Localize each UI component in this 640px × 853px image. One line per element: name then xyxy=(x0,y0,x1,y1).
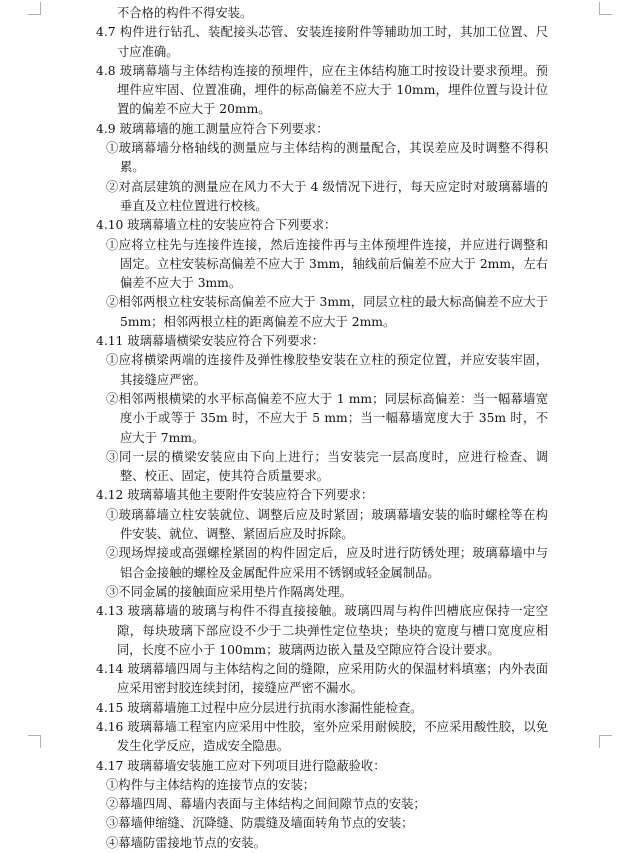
page-corner-mark xyxy=(599,735,612,748)
clause-4-7: 4.7 构件进行钻孔、装配接头芯管、安装连接附件等辅助加工时，其加工位置、尺寸应准确。 xyxy=(96,25,548,59)
clause-4-8: 4.8 玻璃幕墙与主体结构连接的预埋件，应在主体结构施工时按设计要求预埋。预埋件应牢固、位置准确，埋件的标高偏差不应大于 10mm，埋件位置与设计位置的偏差不应大于 20mm。 xyxy=(96,63,548,117)
page-corner-mark xyxy=(599,2,612,15)
page-corner-mark xyxy=(28,735,41,748)
clause-4-17: 4.17 玻璃幕墙安装施工应对下列项目进行隐蔽验收： xyxy=(96,758,386,773)
clause-4-11-item-2: ②相邻两根横梁的水平标高偏差不应大于 1 mm；同层标高偏差：当一幅幕墙宽度小于或等于 35m 时，不应大于 5 mm；当一幅幕墙宽度大于 35m 时，不应大于 7mm。 xyxy=(106,391,548,445)
clause-4-12: 4.12 玻璃幕墙其他主要附件安装应符合下列要求： xyxy=(96,488,374,503)
clause-4-10-item-1: ①应将立柱先与连接件连接，然后连接件再与主体预埋件连接，并应进行调整和固定。立柱安装标高偏差不应大于 3mm，轴线前后偏差不应大于 2mm，左右偏差不应大于 3mm。 xyxy=(106,237,548,291)
clause-4-11-item-1: ①应将横梁两端的连接件及弹性橡胶垫安装在立柱的预定位置，并应安装牢固，其接缝应严密。 xyxy=(106,353,548,387)
clause-4-9: 4.9 玻璃幕墙的施工测量应符合下列要求： xyxy=(96,121,329,136)
page-corner-mark xyxy=(28,2,41,15)
clause-4-15: 4.15 玻璃幕墙施工过程中应分层进行抗雨水渗漏性能检查。 xyxy=(96,700,423,715)
document-body xyxy=(96,4,548,853)
clause-4-17-item-3: ③幕墙伸缩缝、沉降缝、防震缝及墙面转角节点的安装； xyxy=(106,816,414,831)
clause-4-10-item-2: ②相邻两根立柱安装标高偏差不应大于 3mm，同层立柱的最大标高偏差不应大于 5mm；相邻两根立柱的距离偏差不应大于 2mm。 xyxy=(106,295,548,329)
clause-4-12-item-1: ①玻璃幕墙立柱安装就位、调整后应及时紧固；玻璃幕墙安装的临时螺栓等在构件安装、就位、调整、紧固后应及时拆除。 xyxy=(106,507,548,542)
clause-4-10: 4.10 玻璃幕墙立柱的安装应符合下列要求： xyxy=(96,218,337,233)
clause-4-17-item-1: ①构件与主体结构的连接节点的安装； xyxy=(106,777,316,792)
clause-4-14: 4.14 玻璃幕墙四周与主体结构之间的缝隙，应采用防火的保温材料填塞；内外表面应采用密封胶连续封闭，接缝应严密不漏水。 xyxy=(96,662,548,696)
clause-4-9-item-1: ①玻璃幕墙分格轴线的测量应与主体结构的测量配合，其误差应及时调整不得积累。 xyxy=(106,141,548,175)
clause-4-17-item-2: ②幕墙四周、幕墙内表面与主体结构之间间隙节点的安装； xyxy=(106,797,426,812)
clause-4-11-item-3: ③同一层的横梁安装应由下向上进行；当安装完一层高度时，应进行检查、调整、校正、固定，使其符合质量要求。 xyxy=(106,449,548,484)
clause-4-12-item-2: ②现场焊接或高强螺栓紧固的构件固定后，应及时进行防锈处理；玻璃幕墙中与铝合金接触的螺栓及金属配件应采用不锈钢或轻金属制品。 xyxy=(106,546,548,580)
clause-4-9-item-2: ②对高层建筑的测量应在风力不大于 4 级情况下进行，每天应定时对玻璃幕墙的垂直及立柱位置进行校核。 xyxy=(106,179,548,213)
paragraph-continuation: 不合格的构件不得安装。 xyxy=(117,6,253,20)
clause-4-13: 4.13 玻璃幕墙的玻璃与构件不得直接接触。玻璃四周与构件凹槽底应保持一定空隙，每块玻璃下部应设不少于二块弹性定位垫块；垫块的宽度与槽口宽度应相同，长度不应小于 100mm；玻璃两边嵌入量及空隙应符合设计要求。 xyxy=(96,604,548,657)
clause-4-16: 4.16 玻璃幕墙工程室内应采用中性胶，室外应采用耐候胶，不应采用酸性胶，以免发生化学反应，造成安全隐患。 xyxy=(96,719,548,754)
clause-4-11: 4.11 玻璃幕墙横梁安装应符合下列要求： xyxy=(96,334,325,349)
clause-4-12-item-3: ③不同金属的接触面应采用垫片作隔离处理。 xyxy=(106,584,352,599)
clause-4-17-item-4: ④幕墙防雷接地节点的安装。 xyxy=(106,835,266,850)
